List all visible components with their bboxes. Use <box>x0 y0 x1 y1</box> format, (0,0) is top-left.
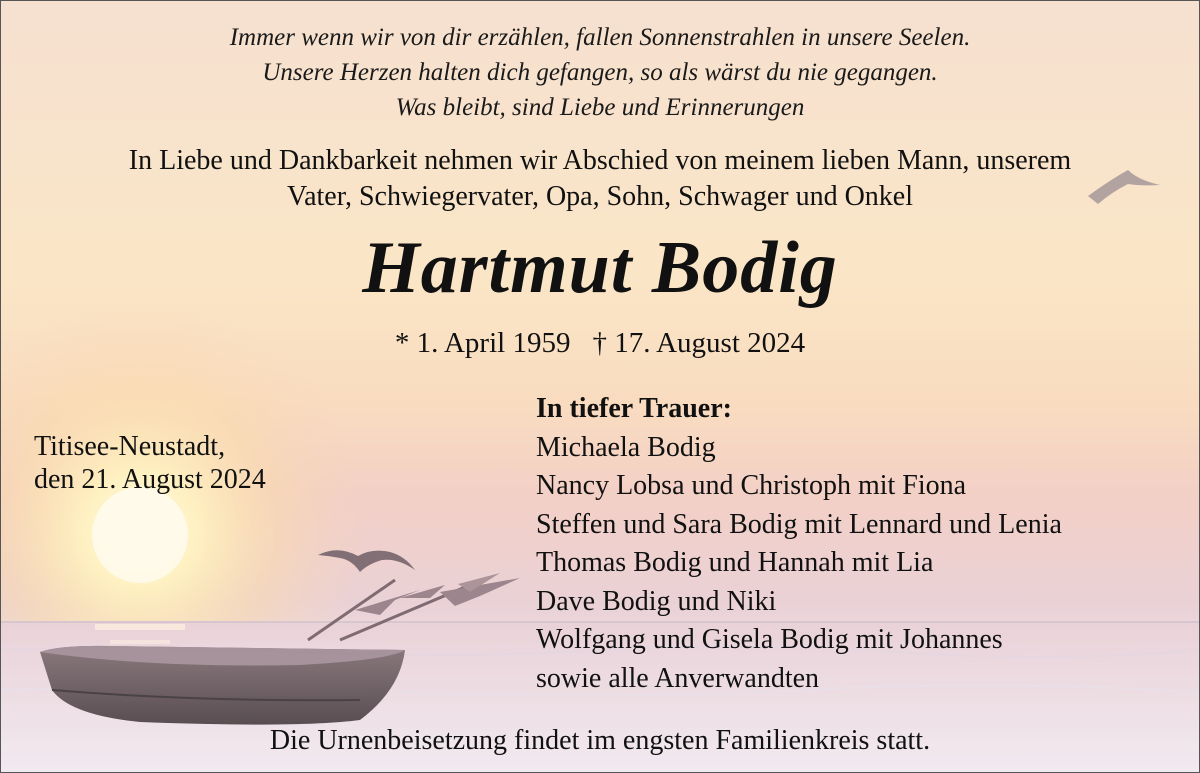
setting-sun-icon <box>92 487 188 583</box>
intro-line: In Liebe und Dankbarkeit nehmen wir Abschied von meinem lieben Mann, unserem <box>128 145 1072 176</box>
notice-date: den 21. August 2024 <box>34 464 266 495</box>
mourner-item: Dave Bodig und Niki <box>536 585 777 617</box>
memorial-poem <box>0 20 1200 125</box>
mourner-item: Michaela Bodig <box>536 431 716 463</box>
mourner-item: sowie alle Anverwandten <box>536 662 820 694</box>
birth-date: * 1. April 1959 <box>394 327 571 359</box>
death-date: † 17. August 2024 <box>592 327 806 359</box>
deceased-name: Hartmut Bodig <box>362 227 838 309</box>
poem-line: Unsere Herzen halten dich gefangen, so als wärst du nie gegangen. <box>262 59 938 86</box>
mourners-heading: In tiefer Trauer: <box>536 393 732 424</box>
place: Titisee-Neustadt, <box>34 431 226 462</box>
poem-line: Was bleibt, sind Liebe und Erinnerungen <box>395 94 805 121</box>
poem-line: Immer wenn wir von dir erzählen, fallen Sonnenstrahlen in unsere Seelen. <box>229 24 971 51</box>
mourner-item: Steffen und Sara Bodig mit Lennard und Lenia <box>536 508 1062 540</box>
mourner-item: Nancy Lobsa und Christoph mit Fiona <box>536 470 967 501</box>
mourners-list <box>536 390 1062 698</box>
funeral-note: Die Urnenbeisetzung findet im engsten Familienkreis statt. <box>269 725 931 756</box>
mourner-item: Thomas Bodig und Hannah mit Lia <box>536 547 934 578</box>
farewell-intro <box>0 143 1200 215</box>
place-and-date <box>34 430 266 496</box>
intro-line: Vater, Schwiegervater, Opa, Sohn, Schwager und Onkel <box>286 181 914 212</box>
mourner-item: Wolfgang und Gisela Bodig mit Johannes <box>536 624 1003 655</box>
life-dates <box>0 326 1200 360</box>
